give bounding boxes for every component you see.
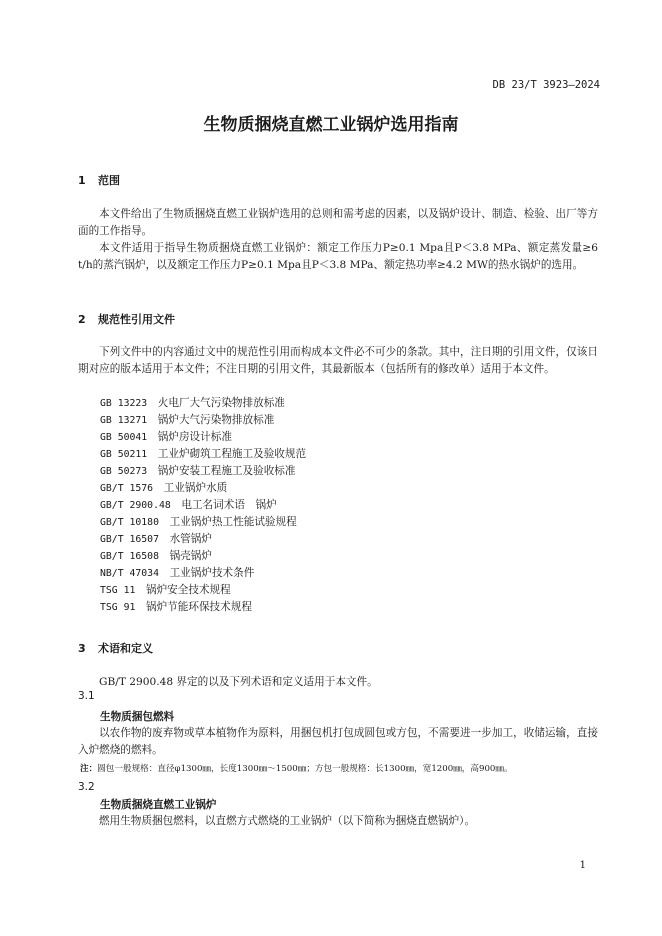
section-title: 规范性引用文件: [98, 313, 175, 326]
term-number: 3.1: [78, 690, 95, 702]
term-note: [78, 762, 513, 774]
term-number: 3.2: [78, 781, 95, 793]
reference-title: 锅壳锅炉: [169, 550, 212, 562]
paragraph: 燃用生物质捆包燃料，以直燃方式燃烧的工业锅炉（以下简称为捆烧直燃锅炉）。: [99, 815, 476, 827]
section-1-body: [78, 206, 598, 274]
reference-code: GB 50041: [100, 432, 148, 443]
reference-item: [100, 446, 306, 463]
section-3-heading: [78, 640, 153, 656]
reference-code: TSG 91: [100, 602, 136, 613]
paragraph: 下列文件中的内容通过文中的规范性引用而构成本文件必不可少的条款。其中，注日期的引用文件，仅该日期对应的版本适用于本文件；不注日期的引用文件，其最新版本（包括所有的修改单）适用于本文件。: [78, 346, 598, 375]
term-title: 生物质捆包燃料: [100, 711, 175, 723]
term-title: 生物质捆烧直燃工业锅炉: [100, 799, 217, 811]
reference-title: 工业锅炉水质: [163, 482, 228, 494]
reference-title: 锅炉安装工程施工及验收标准: [157, 465, 296, 477]
section-2-intro: [78, 344, 598, 378]
page-number: 1: [579, 860, 586, 871]
reference-code: GB/T 1576: [100, 483, 154, 494]
reference-item: [100, 497, 277, 514]
reference-item: [100, 514, 297, 531]
reference-item: [100, 548, 212, 565]
reference-code: GB 13223: [100, 398, 148, 409]
reference-item: [100, 531, 212, 548]
reference-title: 火电厂大气污染物排放标准: [157, 397, 285, 409]
reference-title: 锅炉大气污染物排放标准: [157, 414, 275, 426]
note-text: 圆包一般规格：直径φ1300㎜，长度1300㎜～1500㎜；方包一般规格：长1300㎜，宽1200㎜，高900㎜。: [97, 764, 513, 774]
reference-item: [100, 582, 231, 599]
reference-code: GB/T 10180: [100, 517, 159, 528]
reference-code: GB 50273: [100, 466, 148, 477]
reference-title: 锅炉节能环保技术规程: [145, 601, 252, 613]
section-1-heading: [78, 172, 120, 188]
reference-title: 锅炉房设计标准: [157, 431, 232, 443]
reference-code: GB 13271: [100, 415, 148, 426]
section-3-intro: [78, 674, 598, 691]
reference-code: TSG 11: [100, 585, 136, 596]
reference-title: 工业锅炉技术条件: [169, 567, 255, 579]
reference-title: 电工名词术语 锅炉: [181, 499, 277, 511]
paragraph: 本文件适用于指导生物质捆烧直燃工业锅炉：额定工作压力P≥0.1 Mpa且P＜3.8 MPa、额定蒸发量≥6 t/h的蒸汽锅炉，以及额定工作压力P≥0.1 Mpa且P＜3.8 MPa、额定热功率≥4.2 MW的热水锅炉的选用。: [78, 242, 598, 271]
paragraph: 以农作物的废弃物或草本植物作为原料，用捆包机打包成圆包或方包，不需要进一步加工，收储运输，直接入炉燃烧的燃料。: [78, 727, 598, 756]
reference-title: 水管锅炉: [169, 533, 212, 545]
reference-title: 锅炉安全技术规程: [145, 584, 231, 596]
note-label: 注：: [80, 764, 98, 774]
section-2-heading: [78, 311, 175, 327]
reference-code: NB/T 47034: [100, 568, 159, 579]
section-number: 2: [78, 313, 86, 326]
reference-code: GB/T 16508: [100, 551, 159, 562]
document-title: 生物质捆烧直燃工业锅炉选用指南: [203, 115, 459, 135]
paragraph: GB/T 2900.48 界定的以及下列术语和定义适用于本文件。: [99, 676, 378, 688]
reference-item: [100, 429, 232, 446]
section-number: 1: [78, 174, 86, 187]
reference-item: [100, 480, 227, 497]
reference-item: [100, 599, 252, 616]
section-title: 范围: [98, 174, 120, 187]
term-definition: [78, 813, 598, 830]
reference-item: [100, 565, 254, 582]
reference-title: 工业炉砌筑工程施工及验收规范: [157, 448, 307, 460]
paragraph: 本文件给出了生物质捆烧直燃工业锅炉选用的总则和需考虑的因素，以及锅炉设计、制造、检验、出厂等方面的工作指导。: [78, 208, 598, 237]
reference-item: [100, 463, 296, 480]
reference-item: [100, 395, 285, 412]
section-title: 术语和定义: [98, 642, 153, 655]
section-number: 3: [78, 642, 86, 655]
standard-number: DB 23/T 3923—2024: [492, 79, 600, 91]
reference-item: [100, 412, 274, 429]
term-definition: [78, 725, 598, 759]
reference-code: GB/T 16507: [100, 534, 159, 545]
reference-title: 工业锅炉热工性能试验规程: [169, 516, 297, 528]
reference-code: GB 50211: [100, 449, 148, 460]
reference-code: GB/T 2900.48: [100, 500, 171, 511]
